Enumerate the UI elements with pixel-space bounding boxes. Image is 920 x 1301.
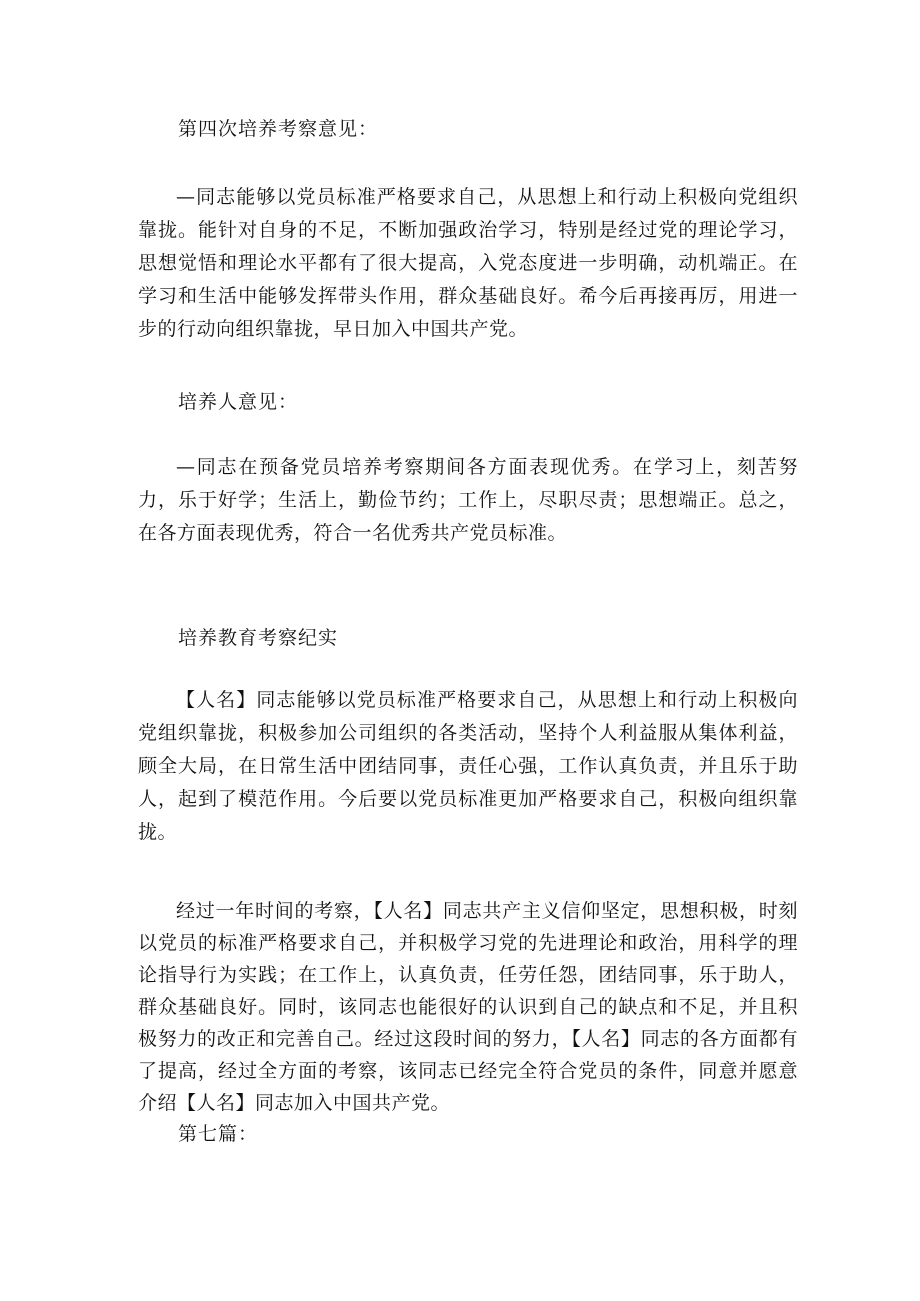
- record-paragraph-1: 【人名】同志能够以党员标准严格要求自己，从思想上和行动上积极向党组织靠拢，积极参加公司组织的各类活动，坚持个人利益服从集体利益，顾全大局，在日常生活中团结同事，责任心强，工作认真负责，并且乐于助人，起到了模范作用。今后要以党员标准更加严格要求自己，积极向组织靠拢。: [138, 689, 798, 843]
- chapter7-heading: 第七篇：: [178, 1123, 259, 1145]
- record-paragraph-2: 经过一年时间的考察，【人名】同志共产主义信仰坚定，思想积极，时刻以党员的标准严格要求自己，并积极学习党的先进理论和政治，用科学的理论指导行为实践；在工作上，认真负责，任劳任怨，团结同事，乐于助人，群众基础良好。同时，该同志也能很好的认识到自己的缺点和不足，并且积极努力的改正和完善自己。经过这段时间的努力，【人名】同志的各方面都有了提高，经过全方面的考察，该同志已经完全符合党员的条件，同意并愿意介绍【人名】同志加入中国共产党。: [138, 900, 798, 1114]
- section4-heading: 第四次培养考察意见：: [178, 118, 379, 140]
- record-heading: 培养教育考察纪实: [178, 627, 339, 649]
- section4-paragraph: —同志能够以党员标准严格要求自己，从思想上和行动上积极向党组织靠拢。能针对自身的不足，不断加强政治学习，特别是经过党的理论学习，思想觉悟和理论水平都有了很大提高，入党态度进一步明确，动机端正。在学习和生活中能够发挥带头作用，群众基础良好。希今后再接再厉，用进一步的行动向组织靠拢，早日加入中国共产党。: [138, 186, 798, 340]
- trainer-opinion-heading: 培养人意见：: [178, 391, 299, 413]
- trainer-opinion-paragraph: —同志在预备党员培养考察期间各方面表现优秀。在学习上，刻苦努力，乐于好学；生活上，勤俭节约；工作上，尽职尽责；思想端正。总之，在各方面表现优秀，符合一名优秀共产党员标准。: [138, 456, 798, 544]
